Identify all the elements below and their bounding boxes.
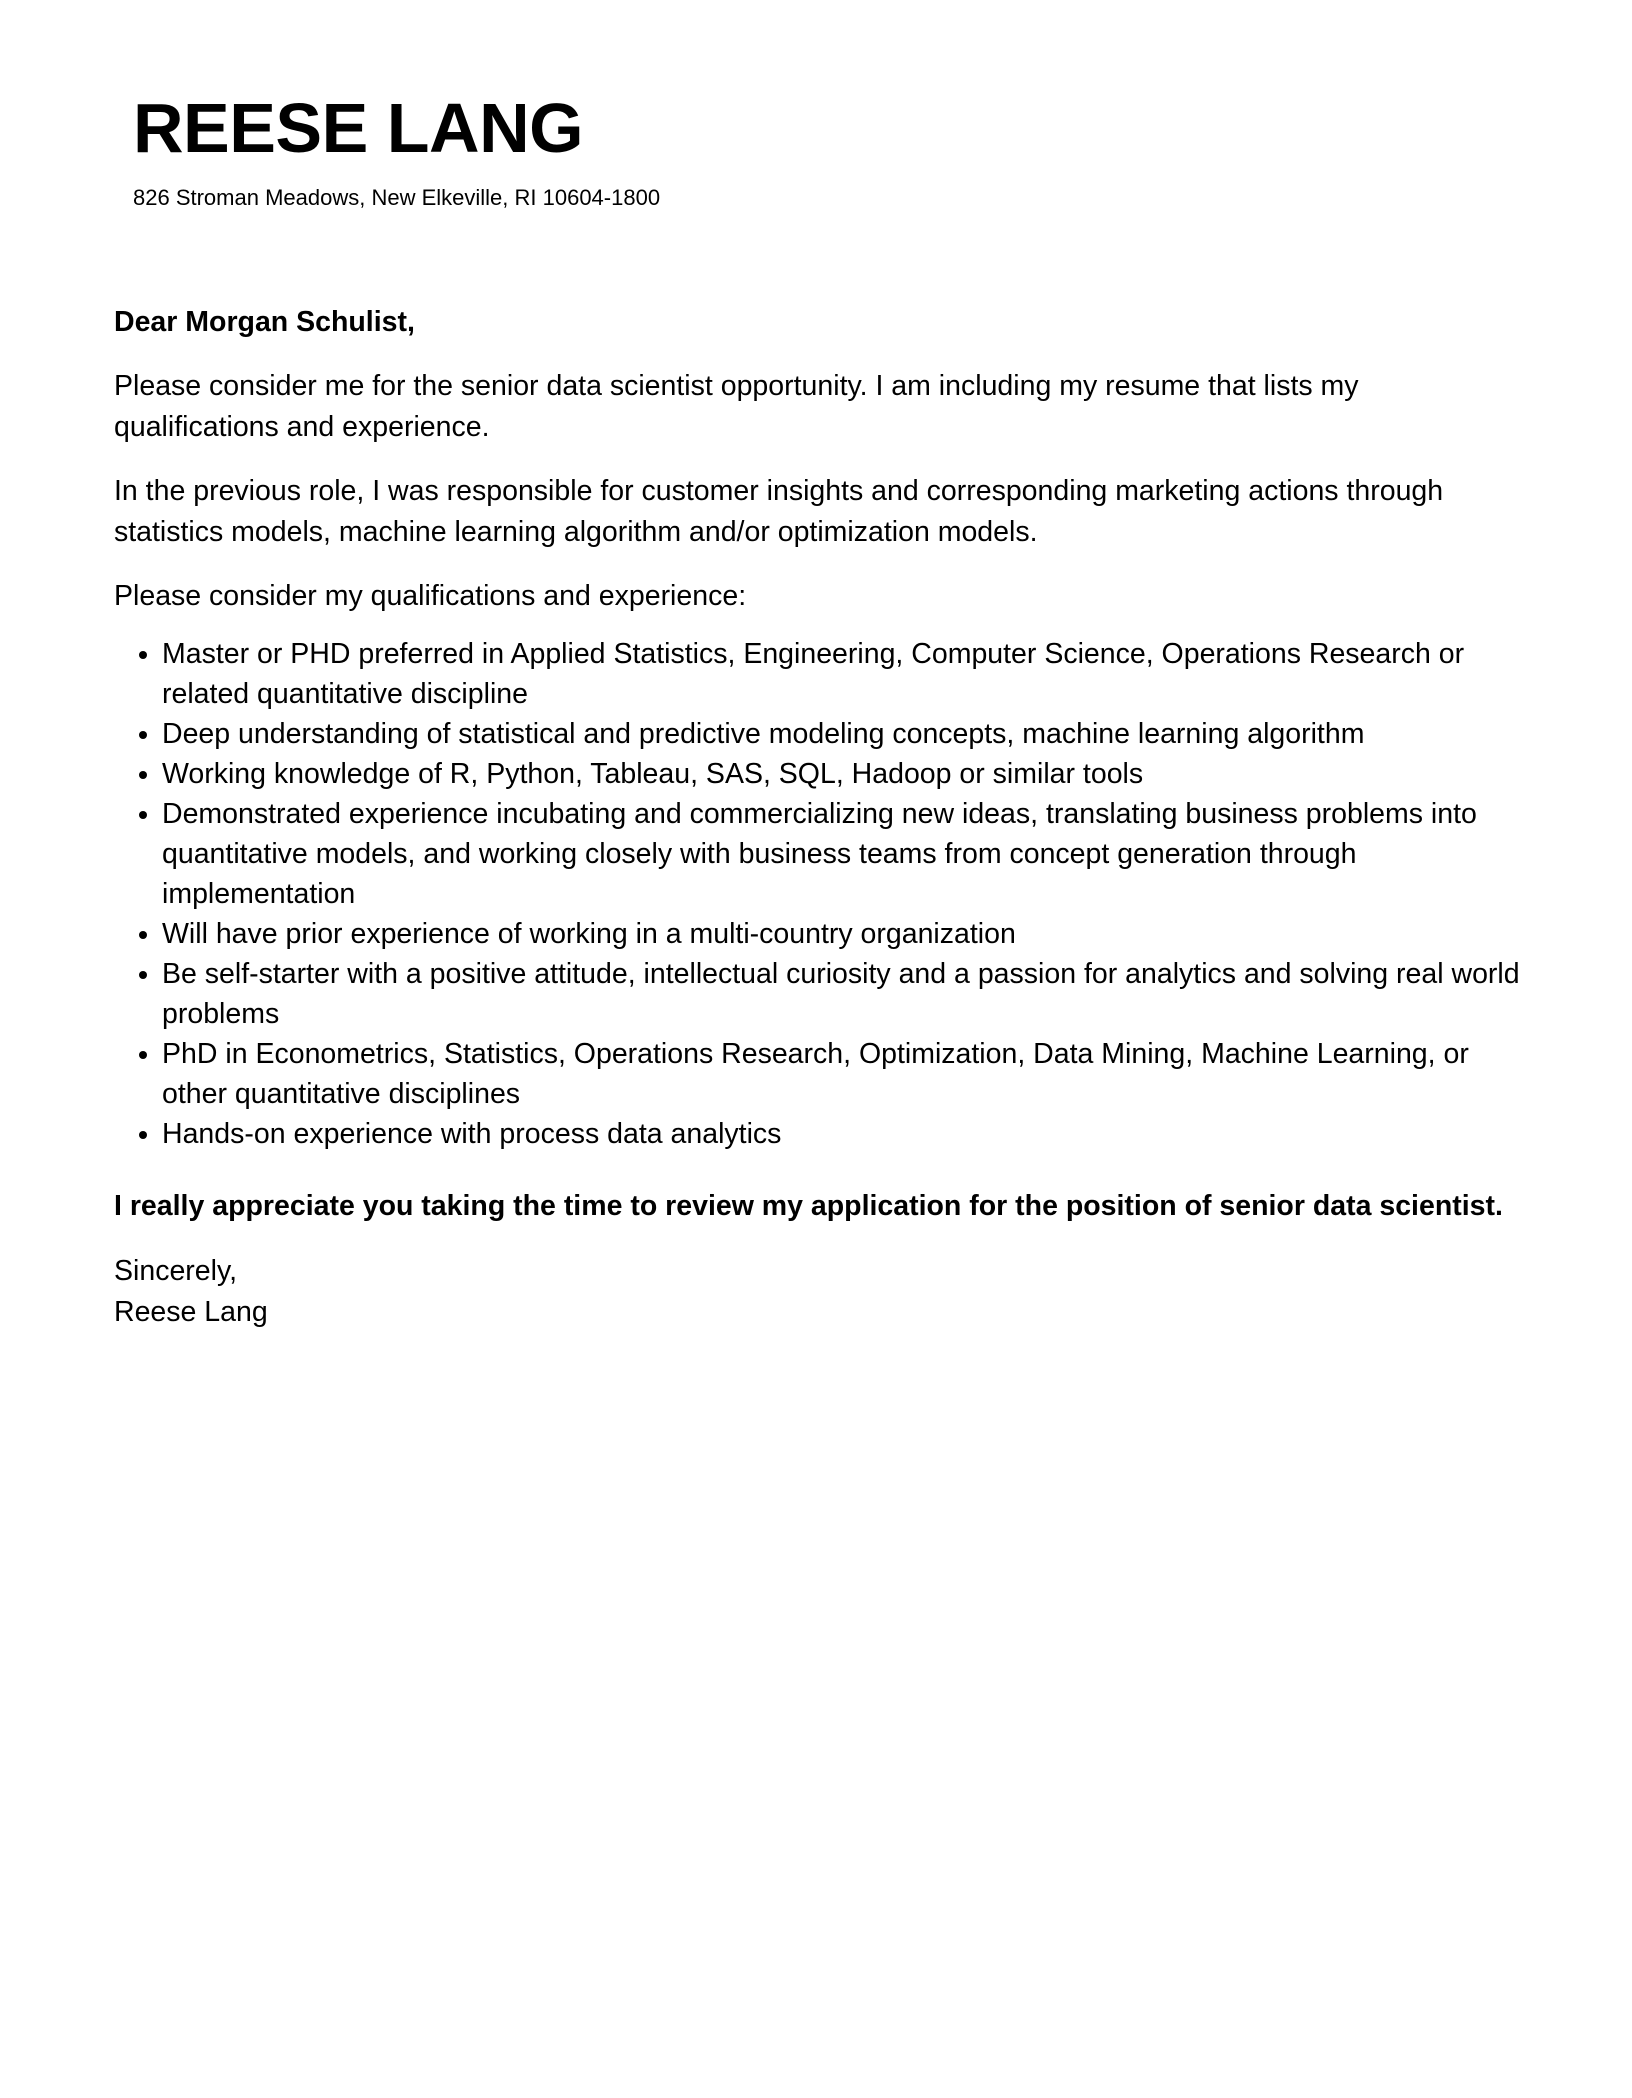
applicant-name: REESE LANG [133,89,584,167]
list-item: • Demonstrated experience incubating and commercializing new ideas, translating business problems into quantitative models, and working closely with business teams from concept generation through implementation [162,794,1526,914]
list-item: • Be self-starter with a positive attitude, intellectual curiosity and a passion for analytics and solving real world problems [162,954,1526,1034]
list-item: • Master or PHD preferred in Applied Statistics, Engineering, Computer Science, Operations Research or related quantitative discipline [162,634,1526,714]
paragraph-previous-role: In the previous role, I was responsible for customer insights and corresponding marketing actions through statistics models, machine learning algorithm and/or optimization models. [114,475,1444,548]
letter-body [114,302,1526,1333]
signature: Reese Lang [114,1296,268,1328]
letter-header [133,88,660,212]
qualifications-list [114,634,1526,1154]
paragraph-qualifications-lead: Please consider my qualifications and experience: [114,580,747,612]
paragraph-intro: Please consider me for the senior data scientist opportunity. I am including my resume that lists my qualifications and experience. [114,370,1359,443]
applicant-address: 826 Stroman Meadows, New Elkeville, RI 10604-1800 [133,185,661,210]
list-item: • PhD in Econometrics, Statistics, Operations Research, Optimization, Data Mining, Machine Learning, or other quantitative disciplines [162,1034,1526,1114]
list-item: • Will have prior experience of working in a multi-country organization [162,914,1526,954]
signoff: Sincerely, [114,1255,238,1287]
list-item: • Deep understanding of statistical and predictive modeling concepts, machine learning algorithm [162,714,1526,754]
greeting: Dear Morgan Schulist, [114,306,415,338]
list-item: • Working knowledge of R, Python, Tableau, SAS, SQL, Hadoop or similar tools [162,754,1526,794]
list-item: • Hands-on experience with process data analytics [162,1114,1526,1154]
closing-statement: I really appreciate you taking the time to review my application for the position of senior data scientist. [114,1190,1503,1222]
